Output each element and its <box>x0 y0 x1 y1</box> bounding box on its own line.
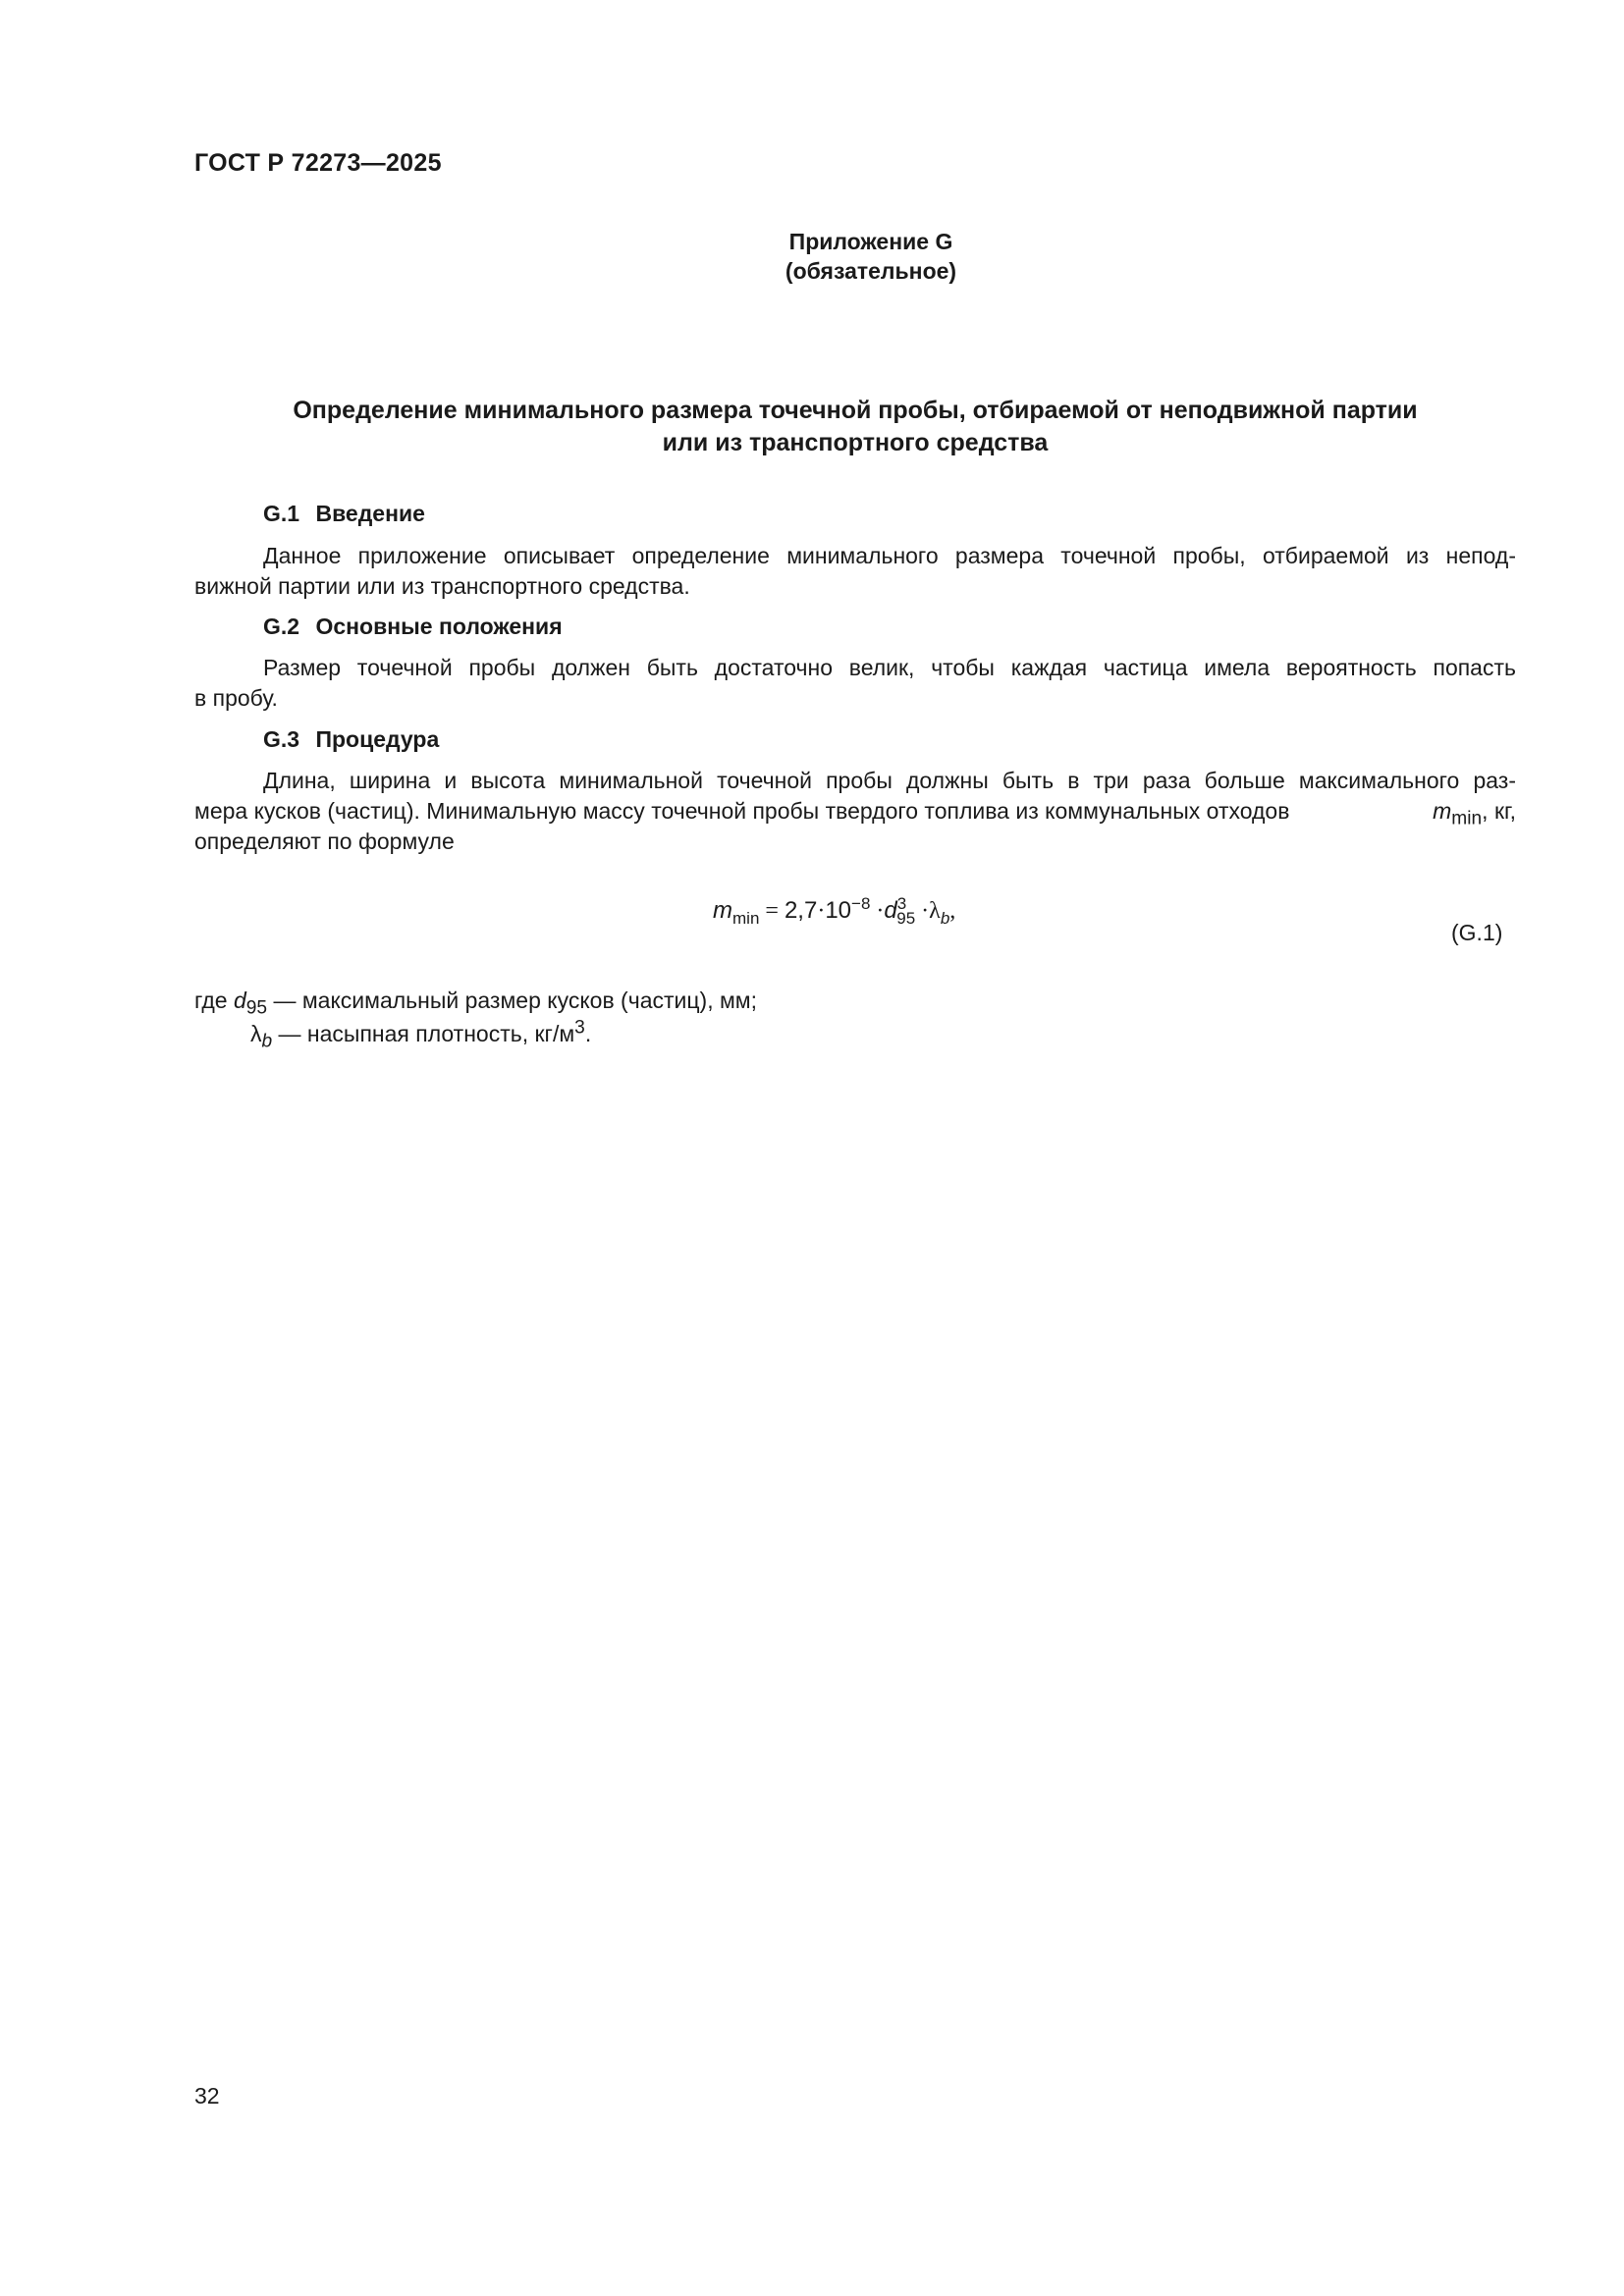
paragraph-line: вижной партии или из транспортного средства. <box>194 573 690 599</box>
paragraph-line: в пробу. <box>194 685 278 711</box>
section-heading-g1 <box>263 501 425 527</box>
section-heading-g3 <box>263 726 439 753</box>
section-number: G.3 <box>263 726 300 752</box>
section-title: Основные положения <box>315 614 563 639</box>
formula-g1: $m_{min} = 2,7\cdot 10^{-8} \cdot d^3_{95} \cdot\lambda_b$, <box>713 894 956 928</box>
paragraph-line <box>194 796 1516 827</box>
document-id: ГОСТ Р 72273—2025 <box>194 149 442 177</box>
paragraph-line: Длина, ширина и высота минимальной точечной пробы должны быть в три раза больше максимального раз- <box>263 768 1516 793</box>
inline-variable: $m_{min}$, кг, <box>1433 798 1516 829</box>
section-heading-g2 <box>263 614 563 640</box>
annex-label: Приложение G <box>788 229 953 254</box>
annex-title-line-2: или из транспортного средства <box>662 429 1049 456</box>
annex-status: (обязательное) <box>785 258 957 284</box>
annex-title <box>194 395 1516 459</box>
annex-header <box>0 227 1624 286</box>
formula-legend <box>194 984 757 1050</box>
annex-title-line-1: Определение минимального размера точечной пробы, отбираемой от неподвижной партии <box>293 397 1418 424</box>
paragraph-line: определяют по формуле <box>194 828 455 854</box>
formula-number: (G.1) <box>1451 920 1503 945</box>
section-title: Введение <box>315 501 425 526</box>
legend-row-lambda: $\lambda_b$ — насыпная плотность, $кг/м^3$. <box>250 1017 592 1052</box>
paragraph-line: Размер точечной пробы должен быть достаточно велик, чтобы каждая частица имела вероятность попасть <box>263 655 1516 680</box>
section-number: G.1 <box>263 501 300 526</box>
section-body-g2 <box>194 653 1516 714</box>
paragraph-line: Данное приложение описывает определение минимального размера точечной пробы, отбираемой из непод- <box>263 543 1516 568</box>
section-body-g1 <box>194 541 1516 602</box>
section-body-g3 <box>194 766 1516 857</box>
legend-row-d95: где $d_{95}$ — максимальный размер кусков (частиц), мм; <box>194 988 757 1019</box>
section-number: G.2 <box>263 614 300 639</box>
page-number: 32 <box>194 2083 220 2109</box>
section-title: Процедура <box>315 726 440 752</box>
paragraph-text: мера кусков (частиц). Минимальную массу точечной пробы твердого топлива из коммунальных отходов <box>194 798 1290 824</box>
